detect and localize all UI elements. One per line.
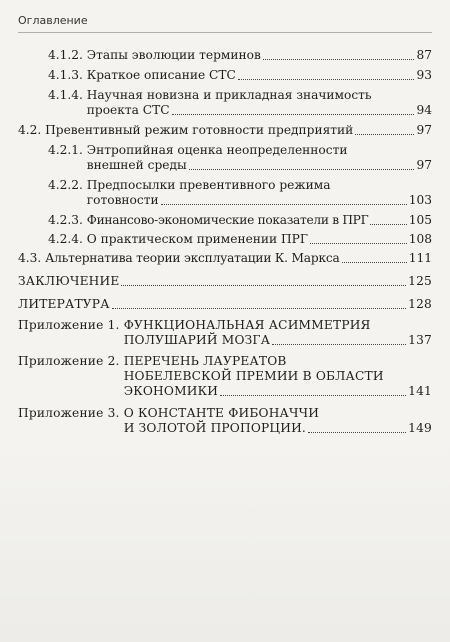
entry-number: 4.2.4. (48, 232, 87, 246)
dot-leader (220, 395, 406, 396)
toc-entry (18, 406, 432, 436)
entry-page: 111 (408, 251, 432, 265)
entry-page: 128 (408, 297, 432, 311)
entry-title-line: НОБЕЛЕВСКОЙ ПРЕМИИ В ОБЛАСТИ (123, 369, 384, 383)
dot-leader (310, 243, 407, 244)
entry-number: 4.2.2. (48, 178, 87, 192)
entry-title: ЛИТЕРАТУРА (18, 297, 110, 311)
entry-title: И ЗОЛОТОЙ ПРОПОРЦИИ. (123, 421, 306, 435)
entry-title: внешней среды (86, 158, 187, 172)
toc-entry (48, 143, 432, 173)
entry-title: Финансово-экономические показатели в ПРГ (86, 213, 369, 227)
entry-title: готовности (86, 193, 159, 207)
entry-title: Этапы эволюции терминов (86, 48, 261, 62)
toc-entry (18, 354, 432, 399)
toc-entry (48, 68, 432, 83)
entry-title: О практическом применении ПРГ (86, 232, 308, 246)
toc-entry (18, 274, 432, 289)
toc-entry (48, 48, 432, 63)
dot-leader (308, 432, 406, 433)
entry-page: 94 (416, 103, 432, 117)
dot-leader (272, 344, 406, 345)
dot-leader (189, 169, 415, 170)
dot-leader (161, 204, 407, 205)
entry-title: Превентивный режим готовности предприятий (45, 123, 354, 137)
entry-title: Альтернатива теории эксплуатации К. Маркса (45, 251, 340, 265)
entry-title: ЭКОНОМИКИ (123, 384, 219, 398)
toc-entry (48, 88, 432, 118)
entry-title-line: Научная новизна и прикладная значимость (86, 88, 372, 102)
entry-title: Краткое описание СТС (86, 68, 236, 82)
entry-title: ЗАКЛЮЧЕНИЕ (18, 274, 120, 288)
entry-title: проекта СТС (86, 103, 170, 117)
entry-title-line: Энтропийная оценка неопределенности (86, 143, 348, 157)
entry-page: 97 (416, 123, 432, 137)
entry-page: 141 (408, 384, 432, 398)
toc-entry (18, 123, 432, 138)
toc-entry (48, 213, 432, 228)
toc-entry (18, 251, 432, 266)
dot-leader (238, 79, 415, 80)
page-shading (0, 440, 450, 642)
entry-title-line: ПЕРЕЧЕНЬ ЛАУРЕАТОВ (123, 354, 287, 368)
dot-leader (112, 308, 407, 309)
entry-number: 4.2.3. (48, 213, 87, 227)
toc-entry (48, 232, 432, 247)
entry-number: 4.3. (18, 251, 46, 265)
toc-entry (18, 297, 432, 312)
toc-entry (18, 318, 432, 348)
entry-number: 4.1.2. (48, 48, 87, 62)
entry-page: 149 (408, 421, 432, 435)
entry-title-line: ФУНКЦИОНАЛЬНАЯ АСИММЕТРИЯ (123, 318, 371, 332)
entry-number: Приложение 1. (18, 318, 124, 332)
dot-leader (355, 134, 414, 135)
toc-entry (48, 178, 432, 208)
entry-page: 137 (408, 333, 432, 347)
entry-number: 4.2.1. (48, 143, 87, 157)
dot-leader (121, 285, 406, 286)
entry-title-line: О КОНСТАНТЕ ФИБОНАЧЧИ (123, 406, 320, 420)
entry-title: ПОЛУШАРИЙ МОЗГА (123, 333, 271, 347)
entry-title-line: Предпосылки превентивного режима (86, 178, 331, 192)
entry-page: 125 (408, 274, 432, 288)
entry-page: 108 (408, 232, 432, 246)
running-header (18, 14, 432, 33)
entry-number: 4.2. (18, 123, 46, 137)
entry-page: 93 (416, 68, 432, 82)
header-title: Оглавление (18, 14, 88, 27)
entry-page: 105 (408, 213, 432, 227)
dot-leader (263, 59, 415, 60)
entry-number: Приложение 3. (18, 406, 124, 420)
dot-leader (172, 114, 415, 115)
entry-page: 97 (416, 158, 432, 172)
entry-page: 87 (416, 48, 432, 62)
dot-leader (370, 224, 406, 225)
entry-page: 103 (408, 193, 432, 207)
dot-leader (342, 262, 407, 263)
entry-number: 4.1.4. (48, 88, 87, 102)
entry-number: 4.1.3. (48, 68, 87, 82)
entry-number: Приложение 2. (18, 354, 124, 368)
